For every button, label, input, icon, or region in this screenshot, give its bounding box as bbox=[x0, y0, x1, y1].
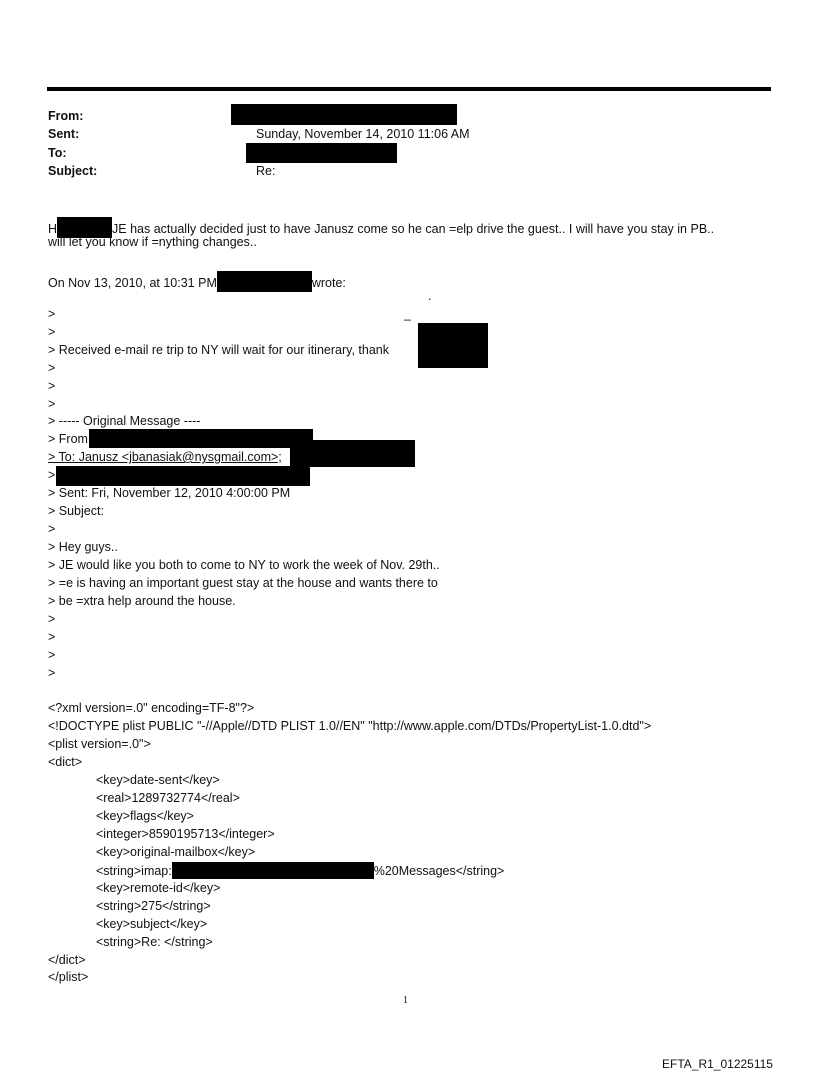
plist-line: <key>flags</key> bbox=[96, 809, 194, 823]
sent-value: Sunday, November 14, 2010 11:06 AM bbox=[256, 127, 470, 141]
dict-close: </dict> bbox=[48, 953, 86, 967]
from-redaction bbox=[231, 104, 457, 125]
quote-from: > From bbox=[48, 432, 88, 446]
quote-je: > JE would like you both to come to NY to work the week of Nov. 29th.. bbox=[48, 558, 440, 572]
para1-start: H bbox=[48, 222, 58, 236]
quote-cc-redaction bbox=[56, 466, 310, 486]
plist-line: <integer>8590195713</integer> bbox=[96, 827, 275, 841]
wrote-prefix: On Nov 13, 2010, at 10:31 PM bbox=[48, 276, 217, 290]
body-para1-line2: will let you know if =nything changes.. bbox=[48, 235, 257, 249]
quote-line: > bbox=[48, 325, 56, 339]
quote-hey: > Hey guys.. bbox=[48, 540, 118, 554]
imap-prefix: <string>imap: bbox=[96, 864, 172, 878]
received-redaction bbox=[418, 323, 488, 368]
quote-line: > bbox=[48, 397, 56, 411]
plist-open: <plist version=.0"> bbox=[48, 737, 151, 751]
quote-sent: > Sent: Fri, November 12, 2010 4:00:00 PM bbox=[48, 486, 291, 500]
quote-to: > To: Janusz <jbanasiak@nysgmail.com>; bbox=[48, 450, 282, 464]
stray-dash: _ bbox=[404, 307, 411, 321]
quote-line: > bbox=[48, 307, 56, 321]
wrote-suffix: wrote: bbox=[311, 276, 346, 290]
plist-line: <key>original-mailbox</key> bbox=[96, 845, 256, 859]
subject-value: Re: bbox=[256, 164, 276, 178]
quote-line: > bbox=[48, 648, 56, 662]
subject-label: Subject: bbox=[48, 164, 98, 178]
para1-rest: JE has actually decided just to have Janusz come so he can =elp drive the guest.. I will have you stay in PB.. bbox=[112, 222, 715, 236]
plist-line: <key>remote-id</key> bbox=[96, 881, 221, 895]
quote-line: > bbox=[48, 522, 56, 536]
plist-line: <string>275</string> bbox=[96, 899, 211, 913]
imap-suffix: %20Messages</string> bbox=[373, 864, 505, 878]
header-rule bbox=[47, 87, 771, 91]
quote-line: > bbox=[48, 468, 56, 482]
quote-line: > bbox=[48, 361, 56, 375]
quote-line: > bbox=[48, 612, 56, 626]
stray-dot: . bbox=[428, 289, 432, 303]
plist-line: <string>Re: </string> bbox=[96, 935, 213, 949]
dict-open: <dict> bbox=[48, 755, 83, 769]
plist-doctype: <!DOCTYPE plist PUBLIC "-//Apple//DTD PLIST 1.0//EN" "http://www.apple.com/DTDs/PropertyList-1.0.dtd"> bbox=[48, 719, 652, 733]
quote-line: > bbox=[48, 379, 56, 393]
page-number: 1 bbox=[403, 995, 408, 1006]
sent-label: Sent: bbox=[48, 127, 80, 141]
sender-redaction bbox=[217, 271, 312, 292]
quote-from-redaction bbox=[89, 429, 313, 448]
to-label: To: bbox=[48, 146, 67, 160]
plist-xml-decl: <?xml version=.0" encoding=TF-8"?> bbox=[48, 701, 255, 715]
from-label: From: bbox=[48, 109, 84, 123]
plist-line bbox=[96, 862, 504, 880]
bates-number: EFTA_R1_01225115 bbox=[662, 1057, 773, 1071]
plist-close: </plist> bbox=[48, 970, 89, 984]
plist-line: <key>date-sent</key> bbox=[96, 773, 220, 787]
plist-line: <real>1289732774</real> bbox=[96, 791, 240, 805]
quote-original-message: > ----- Original Message ---- bbox=[48, 414, 201, 428]
mailbox-redaction bbox=[172, 862, 374, 879]
quote-line: > bbox=[48, 666, 56, 680]
to-redaction bbox=[246, 143, 397, 163]
quote-received: > Received e-mail re trip to NY will wait for our itinerary, thank bbox=[48, 343, 389, 357]
quote-help: > be =xtra help around the house. bbox=[48, 594, 236, 608]
wrote-line bbox=[48, 271, 346, 292]
quote-guest: > =e is having an important guest stay at the house and wants there to bbox=[48, 576, 438, 590]
quote-subject: > Subject: bbox=[48, 504, 104, 518]
plist-line: <key>subject</key> bbox=[96, 917, 208, 931]
quote-line: > bbox=[48, 630, 56, 644]
quote-to-redaction bbox=[290, 440, 415, 467]
